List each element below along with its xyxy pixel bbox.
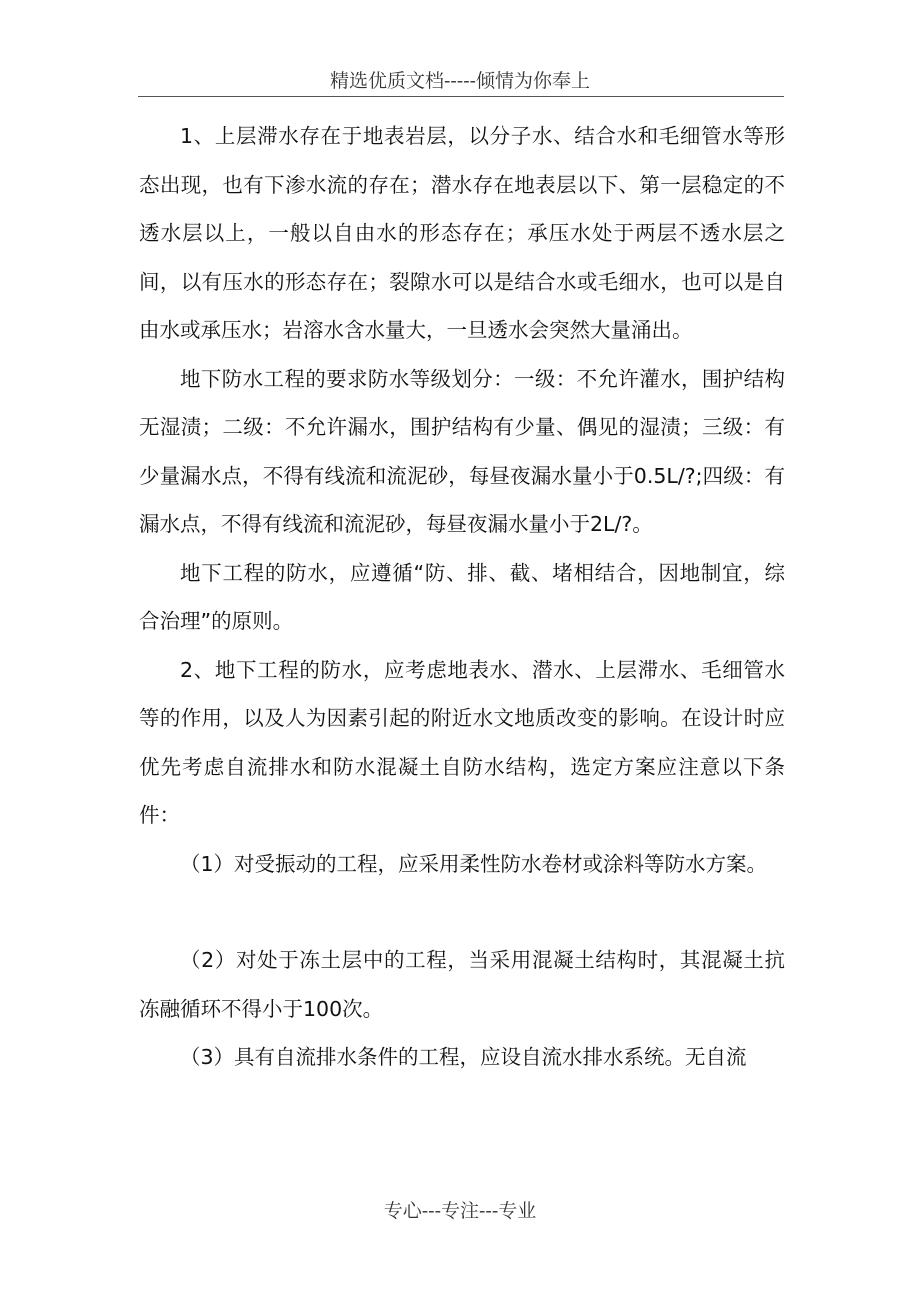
paragraph-6: （2）对处于冻土层中的工程，当采用混凝土结构时，其混凝土抗冻融循环不得小于100次。 bbox=[139, 948, 785, 1021]
paragraph-1: 1、上层滞水存在于地表岩层，以分子水、结合水和毛细管水等形态出现，也有下渗水流的存在；潜水存在地表层以下、第一层稳定的不透水层以上，一般以自由水的形态存在；承压水处于两层不透水层之间，以有压水的形态存在；裂隙水可以是结合水或毛细水，也可以是自由水或承压水；岩溶水含水量大，一旦透水会突然大量涌出。 bbox=[139, 124, 785, 342]
paragraph-4: 2、地下工程的防水，应考虑地表水、潜水、上层滞水、毛细管水等的作用，以及人为因素引起的附近水文地质改变的影响。在设计时应优先考虑自流排水和防水混凝土自防水结构，选定方案应注意以下条件： bbox=[139, 657, 785, 827]
paragraph-2: 地下防水工程的要求防水等级划分：一级：不允许灌水，围护结构无湿渍；二级：不允许漏水，围护结构有少量、偶见的湿渍；三级：有少量漏水点，不得有线流和流泥砂，每昼夜漏水量小于0.5L/?;四级：有漏水点，不得有线流和流泥砂，每昼夜漏水量小于2L/?。 bbox=[139, 366, 785, 536]
paragraph-3: 地下工程的防水，应遵循“防、排、截、堵相结合，因地制宜，综合治理”的原则。 bbox=[139, 560, 785, 633]
page-header: 精选优质文档-----倾情为你奉上 bbox=[329, 70, 591, 92]
document-body bbox=[139, 112, 785, 1082]
page-footer: 专心---专注---专业 bbox=[383, 1200, 537, 1222]
paragraph-7: （3）具有自流排水条件的工程，应设自流水排水系统。无自流 bbox=[180, 1045, 747, 1069]
header-divider bbox=[138, 96, 784, 97]
paragraph-5: （1）对受振动的工程，应采用柔性防水卷材或涂料等防水方案。 bbox=[180, 851, 768, 876]
